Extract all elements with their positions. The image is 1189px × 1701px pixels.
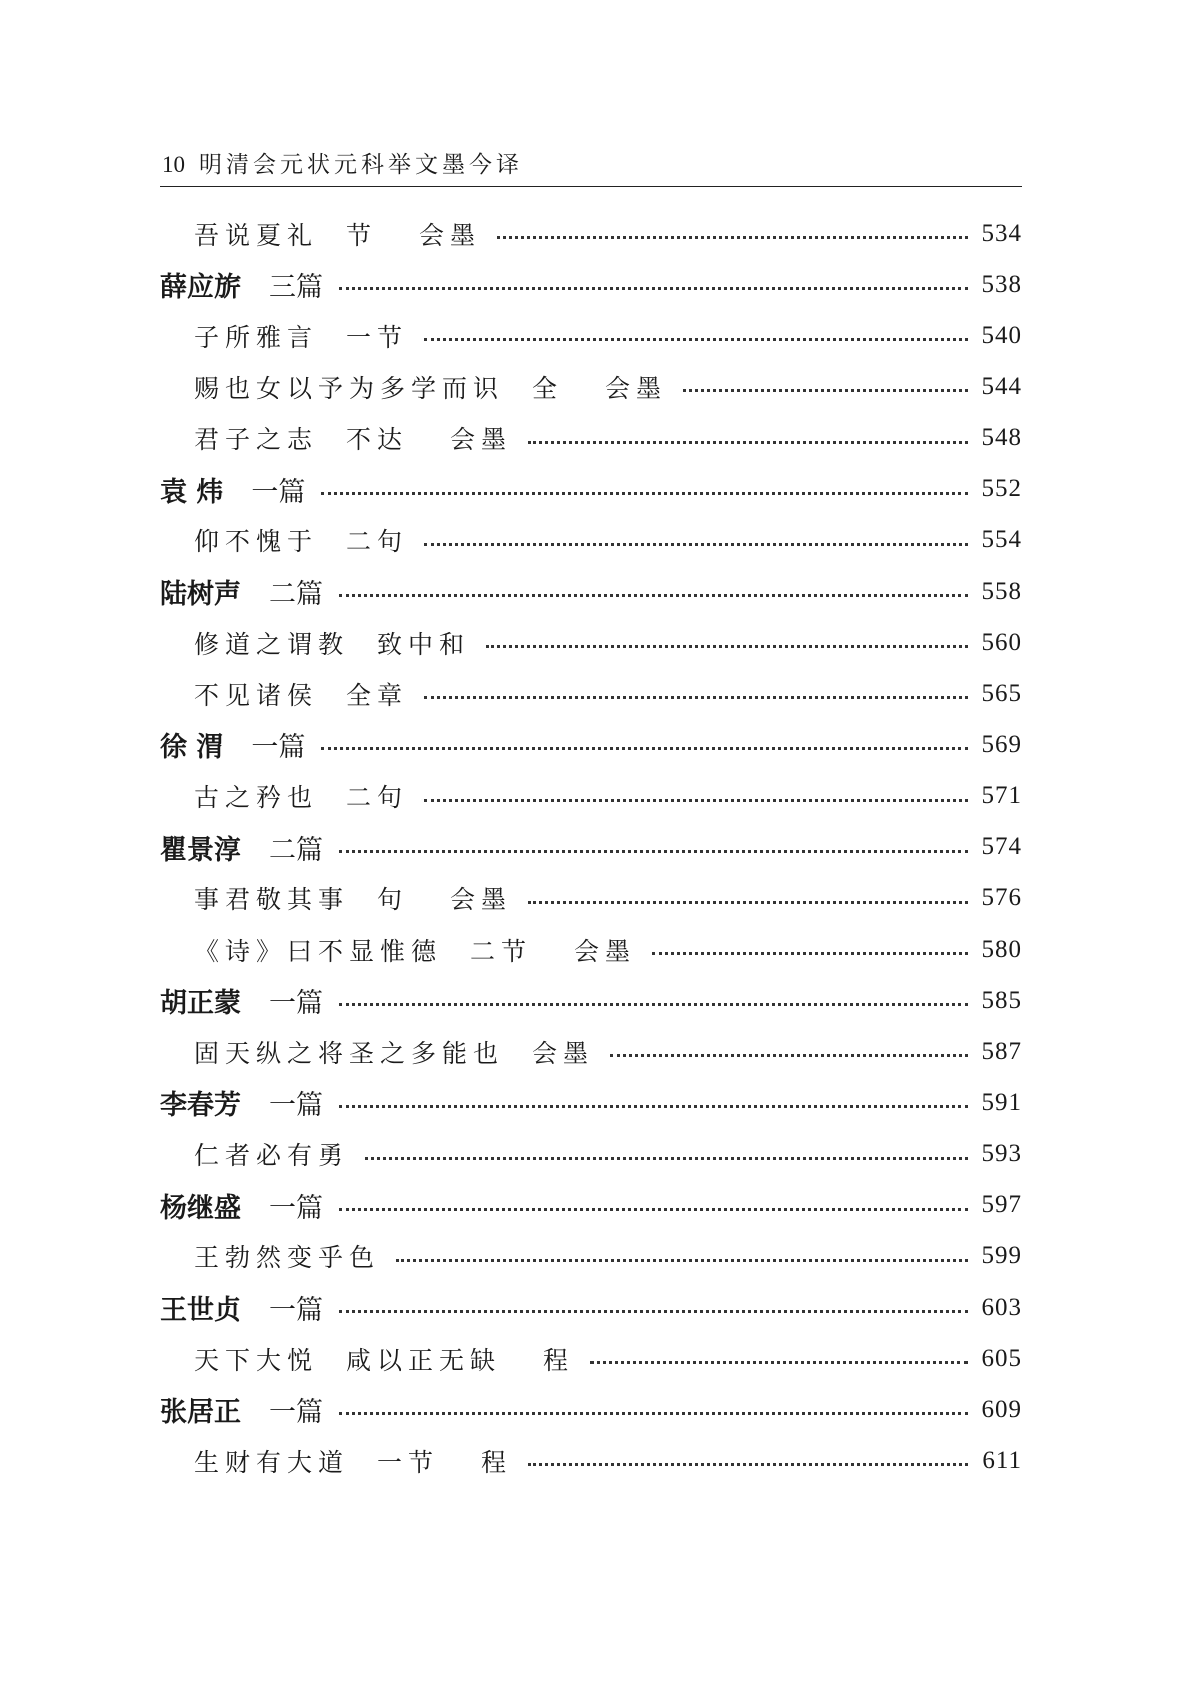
essay-count: 一篇	[269, 1397, 323, 1429]
toc-essay-entry[interactable]	[160, 668, 1022, 719]
dot-leader	[339, 1412, 968, 1415]
page-ref: 587	[981, 1037, 1022, 1065]
running-header	[162, 146, 523, 179]
entry-note: 程	[543, 1345, 575, 1375]
page-ref: 580	[981, 935, 1022, 963]
entry-title: 仰不愧于	[194, 527, 319, 557]
essay-count: 一篇	[269, 988, 323, 1020]
dot-leader	[497, 236, 967, 239]
toc-author-entry[interactable]	[160, 259, 1022, 310]
page-ref: 560	[981, 628, 1022, 656]
entry-note: 会墨	[419, 220, 482, 250]
entry-title: 天下大悦	[194, 1345, 319, 1375]
page-ref: 565	[981, 679, 1022, 707]
essay-count: 二篇	[269, 579, 323, 611]
toc-essay-entry[interactable]	[160, 771, 1022, 822]
dot-leader	[424, 338, 967, 341]
entry-range: 句	[377, 885, 409, 915]
dot-leader	[528, 1463, 968, 1466]
toc-essay-entry[interactable]	[160, 1129, 1022, 1180]
entry-note: 会墨	[450, 885, 513, 915]
dot-leader	[339, 1208, 968, 1211]
dot-leader	[424, 696, 967, 699]
entry-title: 王勃然变乎色	[194, 1243, 381, 1273]
entry-title: 修道之谓教	[194, 629, 350, 659]
page-ref: 611	[982, 1446, 1022, 1474]
entry-title: 君子之志	[194, 425, 319, 455]
entry-note: 会墨	[450, 425, 513, 455]
toc-author-entry[interactable]	[160, 719, 1022, 770]
entry-range: 致中和	[377, 629, 471, 659]
toc-author-entry[interactable]	[160, 1180, 1022, 1231]
toc-essay-entry[interactable]	[160, 361, 1022, 412]
page-ref: 534	[981, 219, 1022, 247]
entry-title: 赐也女以予为多学而识	[194, 373, 505, 403]
entry-title: 陆树声	[160, 579, 241, 611]
entry-title: 张居正	[160, 1397, 241, 1429]
page-ref: 554	[981, 526, 1022, 554]
essay-count: 一篇	[251, 732, 306, 764]
entry-range: 二节	[470, 936, 533, 966]
entry-range: 节	[346, 220, 378, 250]
dot-leader	[610, 1054, 967, 1057]
entry-title: 固天纵之将圣之多能也	[194, 1038, 505, 1068]
entry-note: 程	[481, 1447, 513, 1477]
essay-count: 二篇	[269, 834, 323, 866]
toc-author-entry[interactable]	[160, 822, 1022, 873]
toc-essay-entry[interactable]	[160, 1231, 1022, 1282]
entry-title: 王世贞	[160, 1295, 241, 1327]
page-ref: 585	[981, 986, 1022, 1014]
dot-leader	[528, 441, 967, 444]
entry-title: 徐 渭	[160, 732, 224, 764]
dot-leader	[321, 747, 967, 750]
entry-title: 胡正蒙	[160, 988, 241, 1020]
entry-range: 全章	[346, 680, 409, 710]
entry-title: 薛应旂	[160, 272, 241, 304]
toc-essay-entry[interactable]	[160, 873, 1022, 924]
entry-title: 李春芳	[160, 1090, 241, 1122]
toc-essay-entry[interactable]	[160, 413, 1022, 464]
dot-leader	[652, 952, 967, 955]
page-ref: 552	[981, 475, 1022, 503]
page-ref: 591	[981, 1088, 1022, 1116]
toc-essay-entry[interactable]	[160, 515, 1022, 566]
dot-leader	[339, 287, 968, 290]
page-number: 10	[162, 152, 185, 177]
dot-leader	[339, 1105, 968, 1108]
page-ref: 576	[981, 884, 1022, 912]
page-ref: 574	[981, 833, 1022, 861]
dot-leader	[590, 1361, 967, 1364]
entry-range: 一节	[377, 1447, 440, 1477]
essay-count: 一篇	[269, 1090, 323, 1122]
toc-author-entry[interactable]	[160, 1282, 1022, 1333]
entry-title: 杨继盛	[160, 1192, 241, 1224]
entry-title: 《诗》曰不显惟德	[194, 936, 443, 966]
page-ref: 593	[981, 1140, 1022, 1168]
toc-author-entry[interactable]	[160, 975, 1022, 1026]
dot-leader	[486, 645, 967, 648]
toc-author-entry[interactable]	[160, 566, 1022, 617]
toc-author-entry[interactable]	[160, 1384, 1022, 1435]
toc-essay-entry[interactable]	[160, 924, 1022, 975]
entry-title: 不见诸侯	[194, 680, 319, 710]
entry-title: 事君敬其事	[194, 885, 350, 915]
dot-leader	[321, 492, 967, 495]
page-ref: 597	[981, 1191, 1022, 1219]
entry-title: 生财有大道	[194, 1447, 350, 1477]
dot-leader	[339, 1310, 968, 1313]
essay-count: 三篇	[269, 272, 323, 304]
entry-title: 古之矜也	[194, 783, 319, 813]
toc-essay-entry[interactable]	[160, 1435, 1022, 1486]
toc-essay-entry[interactable]	[160, 1333, 1022, 1384]
book-title: 明清会元状元科举文墨今译	[199, 152, 523, 178]
entry-range: 全	[532, 373, 564, 403]
dot-leader	[683, 389, 967, 392]
page-ref: 548	[981, 424, 1022, 452]
page-ref: 605	[981, 1344, 1022, 1372]
page-ref: 538	[981, 270, 1022, 298]
essay-count: 一篇	[269, 1192, 323, 1224]
entry-range: 一节	[346, 322, 409, 352]
entry-title: 子所雅言	[194, 322, 319, 352]
header-rule	[160, 186, 1022, 187]
dot-leader	[365, 1157, 967, 1160]
page-ref: 609	[981, 1395, 1022, 1423]
page-ref: 544	[981, 372, 1022, 400]
dot-leader	[396, 1259, 967, 1262]
entry-note: 会墨	[532, 1038, 595, 1068]
dot-leader	[339, 594, 968, 597]
page-ref: 571	[981, 782, 1022, 810]
entry-title: 吾说夏礼	[194, 220, 319, 250]
page-ref: 569	[981, 730, 1022, 758]
entry-title: 瞿景淳	[160, 834, 241, 866]
essay-count: 一篇	[251, 476, 306, 508]
table-of-contents	[160, 208, 1022, 1487]
dot-leader	[424, 543, 967, 546]
page-ref: 540	[981, 321, 1022, 349]
entry-title: 袁 炜	[160, 476, 224, 508]
toc-author-entry[interactable]	[160, 464, 1022, 515]
entry-range: 二句	[346, 783, 409, 813]
toc-essay-entry[interactable]	[160, 1026, 1022, 1077]
page-ref: 599	[981, 1242, 1022, 1270]
entry-note: 会墨	[574, 936, 637, 966]
toc-author-entry[interactable]	[160, 1077, 1022, 1128]
entry-title: 仁者必有勇	[194, 1141, 350, 1171]
entry-range: 二句	[346, 527, 409, 557]
toc-essay-entry[interactable]	[160, 617, 1022, 668]
dot-leader	[528, 901, 967, 904]
entry-range: 不达	[346, 425, 409, 455]
page-ref: 603	[981, 1293, 1022, 1321]
essay-count: 一篇	[269, 1295, 323, 1327]
dot-leader	[424, 799, 967, 802]
toc-essay-entry[interactable]	[160, 310, 1022, 361]
entry-range: 咸以正无缺	[346, 1345, 502, 1375]
entry-note: 会墨	[605, 373, 668, 403]
dot-leader	[339, 850, 968, 853]
dot-leader	[339, 1003, 968, 1006]
page-ref: 558	[981, 577, 1022, 605]
toc-essay-entry[interactable]	[160, 208, 1022, 259]
